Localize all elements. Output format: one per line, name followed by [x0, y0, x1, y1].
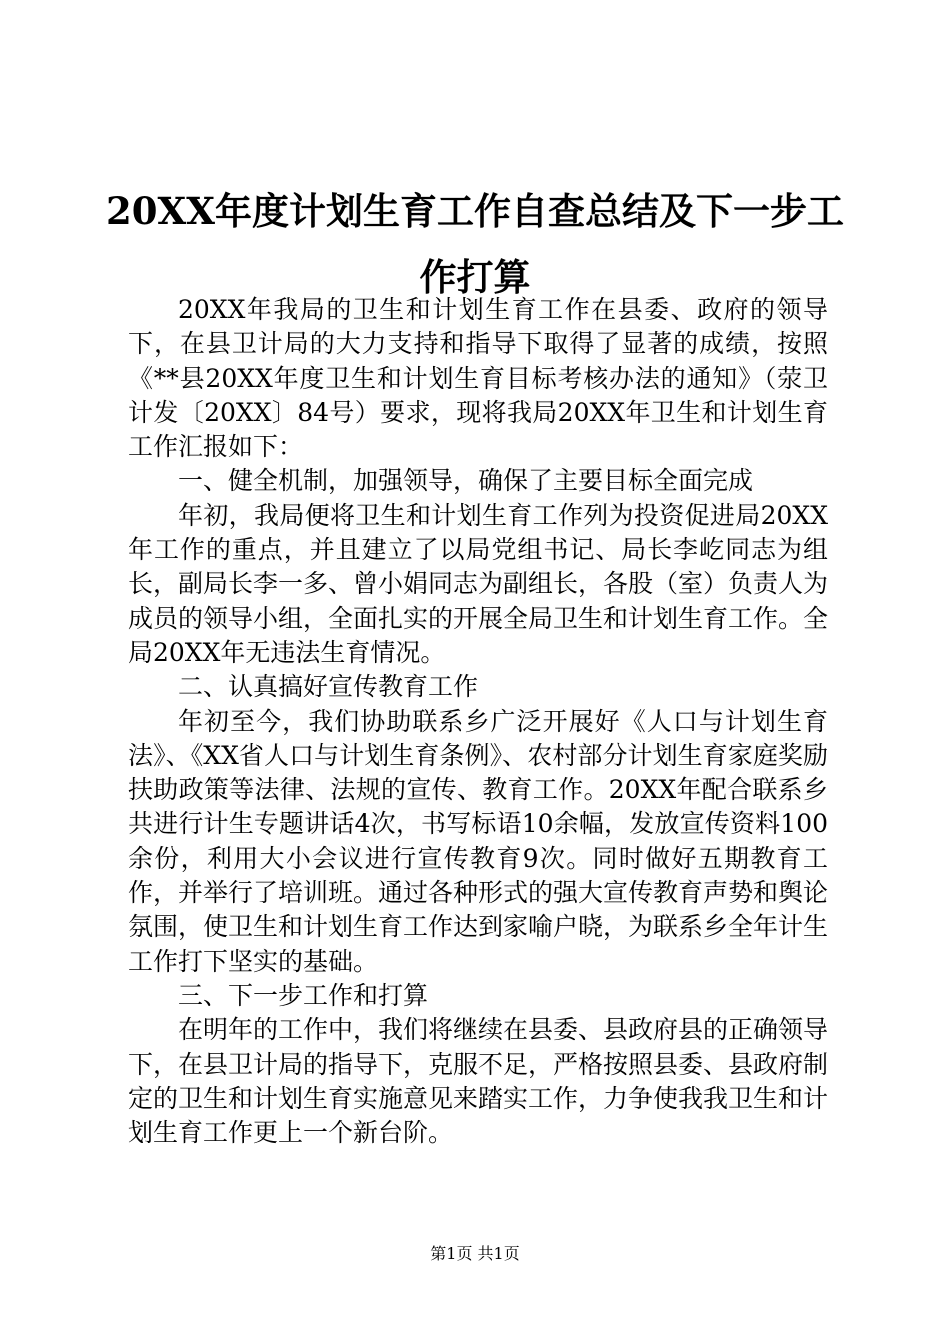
- page-footer: 第1页 共1页: [430, 1244, 520, 1263]
- section-heading-1: 一、健全机制，加强领导，确保了主要目标全面完成: [178, 466, 754, 496]
- document-title: 20XX年度计划生育工作自查总结及下一步工作打算: [106, 189, 844, 299]
- section-heading-2: 二、认真搞好宣传教育工作: [178, 672, 479, 702]
- section-heading-3: 三、下一步工作和打算: [178, 980, 429, 1010]
- document-body: [128, 293, 828, 1150]
- intro-paragraph: 20XX年我局的卫生和计划生育工作在县委、政府的领导下，在县卫计局的大力支持和指导下取得了显著的成绩，按照《**县20XX年度卫生和计划生育目标考核办法的通知》（荥卫计发〔20XX〕84号）要求，现将我局20XX年卫生和计划生育工作汇报如下：: [128, 295, 828, 462]
- section-3-paragraph: 在明年的工作中，我们将继续在县委、县政府县的正确领导下，在县卫计局的指导下，克服不足，严格按照县委、县政府制定的卫生和计划生育实施意见来踏实工作，力争使我我卫生和计划生育工作更上一个新台阶。: [128, 1015, 829, 1148]
- section-2-paragraph: 年初至今，我们协助联系乡广泛开展好《人口与计划生育法》、《XX省人口与计划生育条例》、农村部分计划生育家庭奖励扶助政策等法律、法规的宣传、教育工作。20XX年配合联系乡共进行计生专题讲话4次，书写标语10余幅，发放宣传资料100余份，利用大小会议进行宣传教育9次。同时做好五期教育工作，并举行了培训班。通过各种形式的强大宣传教育声势和舆论氛围，使卫生和计划生育工作达到家喻户晓，为联系乡全年计生工作打下坚实的基础。: [128, 706, 829, 976]
- section-1-paragraph: 年初，我局便将卫生和计划生育工作列为投资促进局20XX年工作的重点，并且建立了以局党组书记、局长李屹同志为组长，副局长李一多、曾小娟同志为副组长，各股（室）负责人为成员的领导小组，全面扎实的开展全局卫生和计划生育工作。全局20XX年无违法生育情况。: [128, 500, 829, 667]
